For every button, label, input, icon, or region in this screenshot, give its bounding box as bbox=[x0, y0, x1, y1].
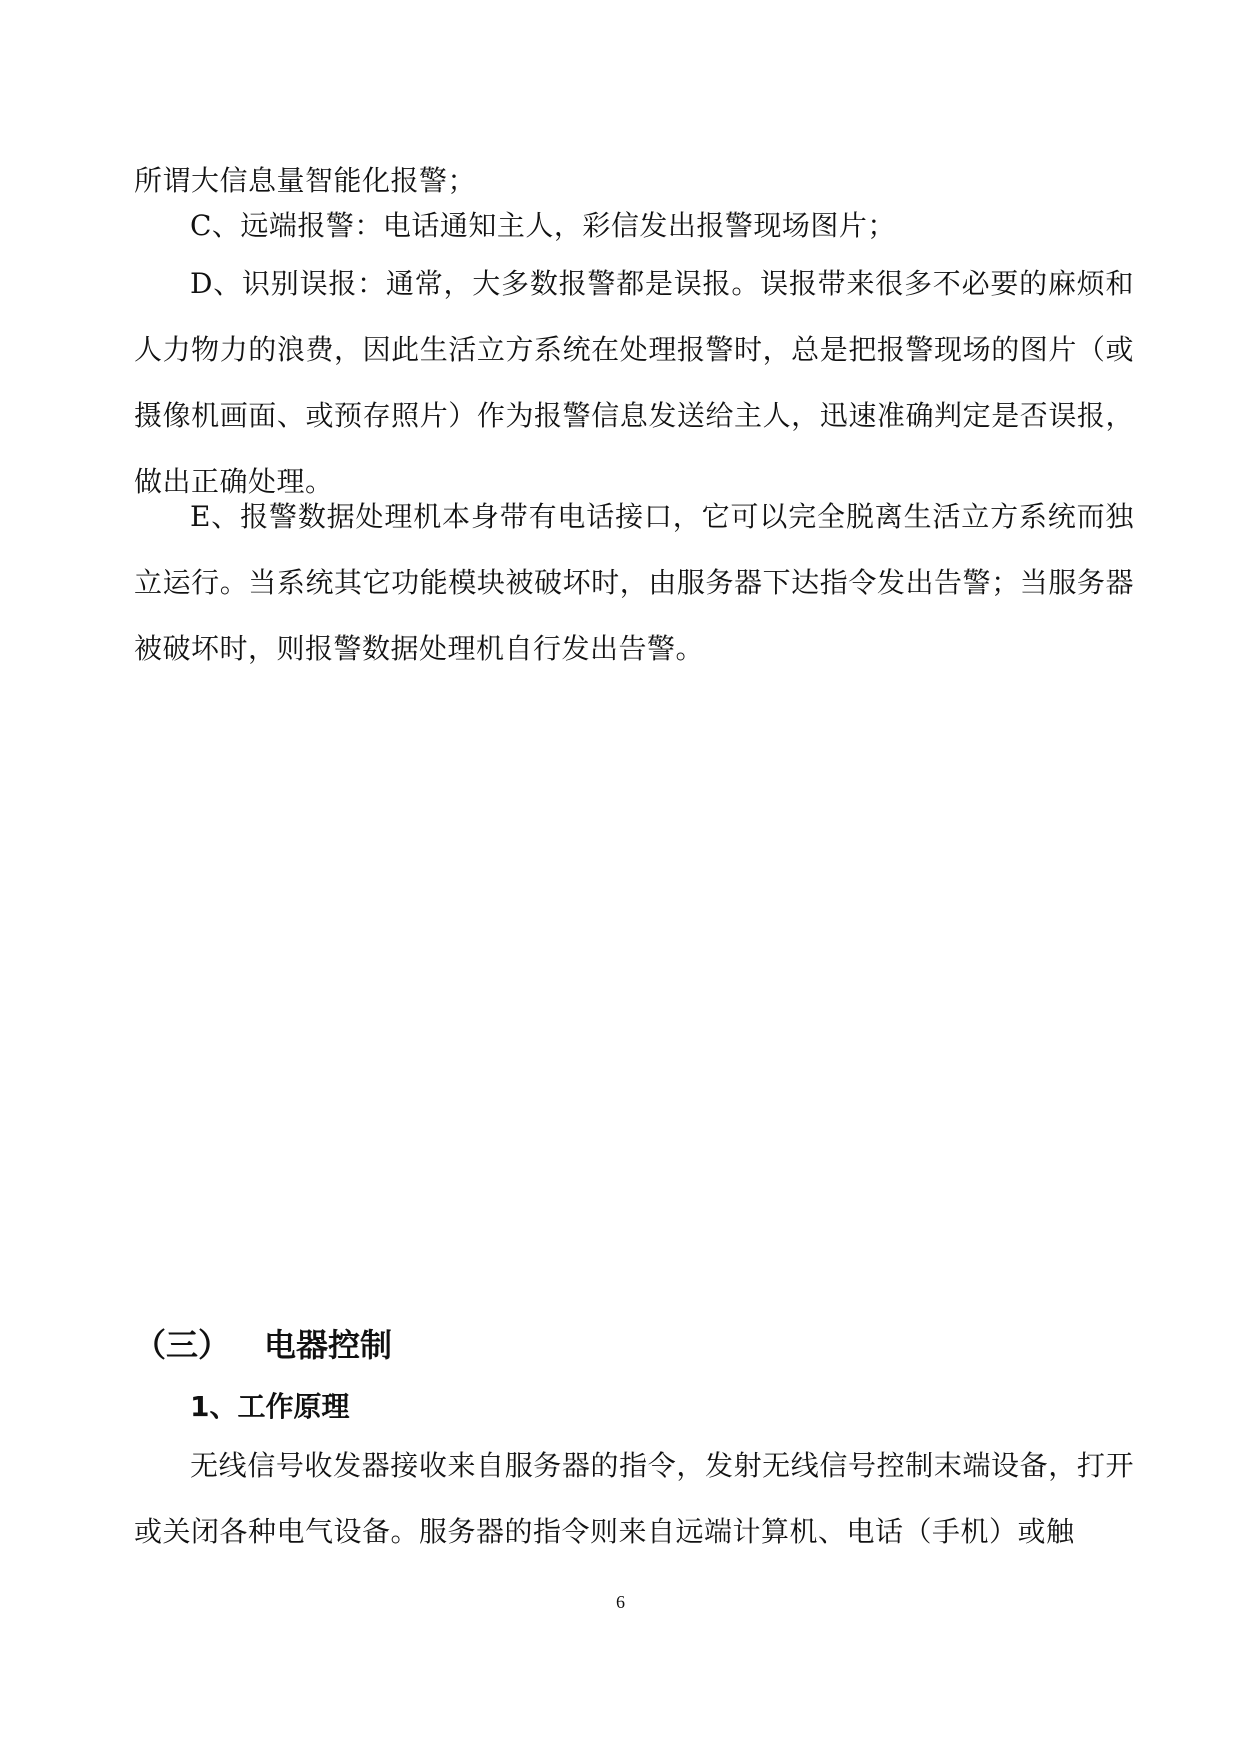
paragraph-false-alarm: D、识别误报：通常，大多数报警都是误报。误报带来很多不必要的麻烦和人力物力的浪费，因此生活立方系统在处理报警时，总是把报警现场的图片（或摄像机画面、或预存照片）作为报警信息发送给主人，迅速准确判定是否误报，做出正确处理。 bbox=[134, 267, 1134, 498]
paragraph-alarm-processor: E、报警数据处理机本身带有电话接口，它可以完全脱离生活立方系统而独立运行。当系统其它功能模块被破坏时，由服务器下达指令发出告警；当服务器被破坏时，则报警数据处理机自行发出告警。 bbox=[134, 500, 1134, 665]
section-title: 电器控制 bbox=[264, 1326, 393, 1364]
paragraph-continuation: 所谓大信息量智能化报警； bbox=[134, 164, 477, 197]
subsection-heading: 1、工作原理 bbox=[190, 1390, 350, 1423]
paragraph-remote-alarm: C、远端报警：电话通知主人，彩信发出报警现场图片； bbox=[190, 209, 896, 242]
section-number: （三） bbox=[134, 1326, 231, 1364]
section-heading bbox=[134, 1320, 392, 1366]
page-number: 6 bbox=[616, 1592, 625, 1612]
paragraph-working-principle: 无线信号收发器接收来自服务器的指令，发射无线信号控制末端设备，打开或关闭各种电气设备。服务器的指令则来自远端计算机、电话（手机）或触 bbox=[134, 1449, 1134, 1548]
